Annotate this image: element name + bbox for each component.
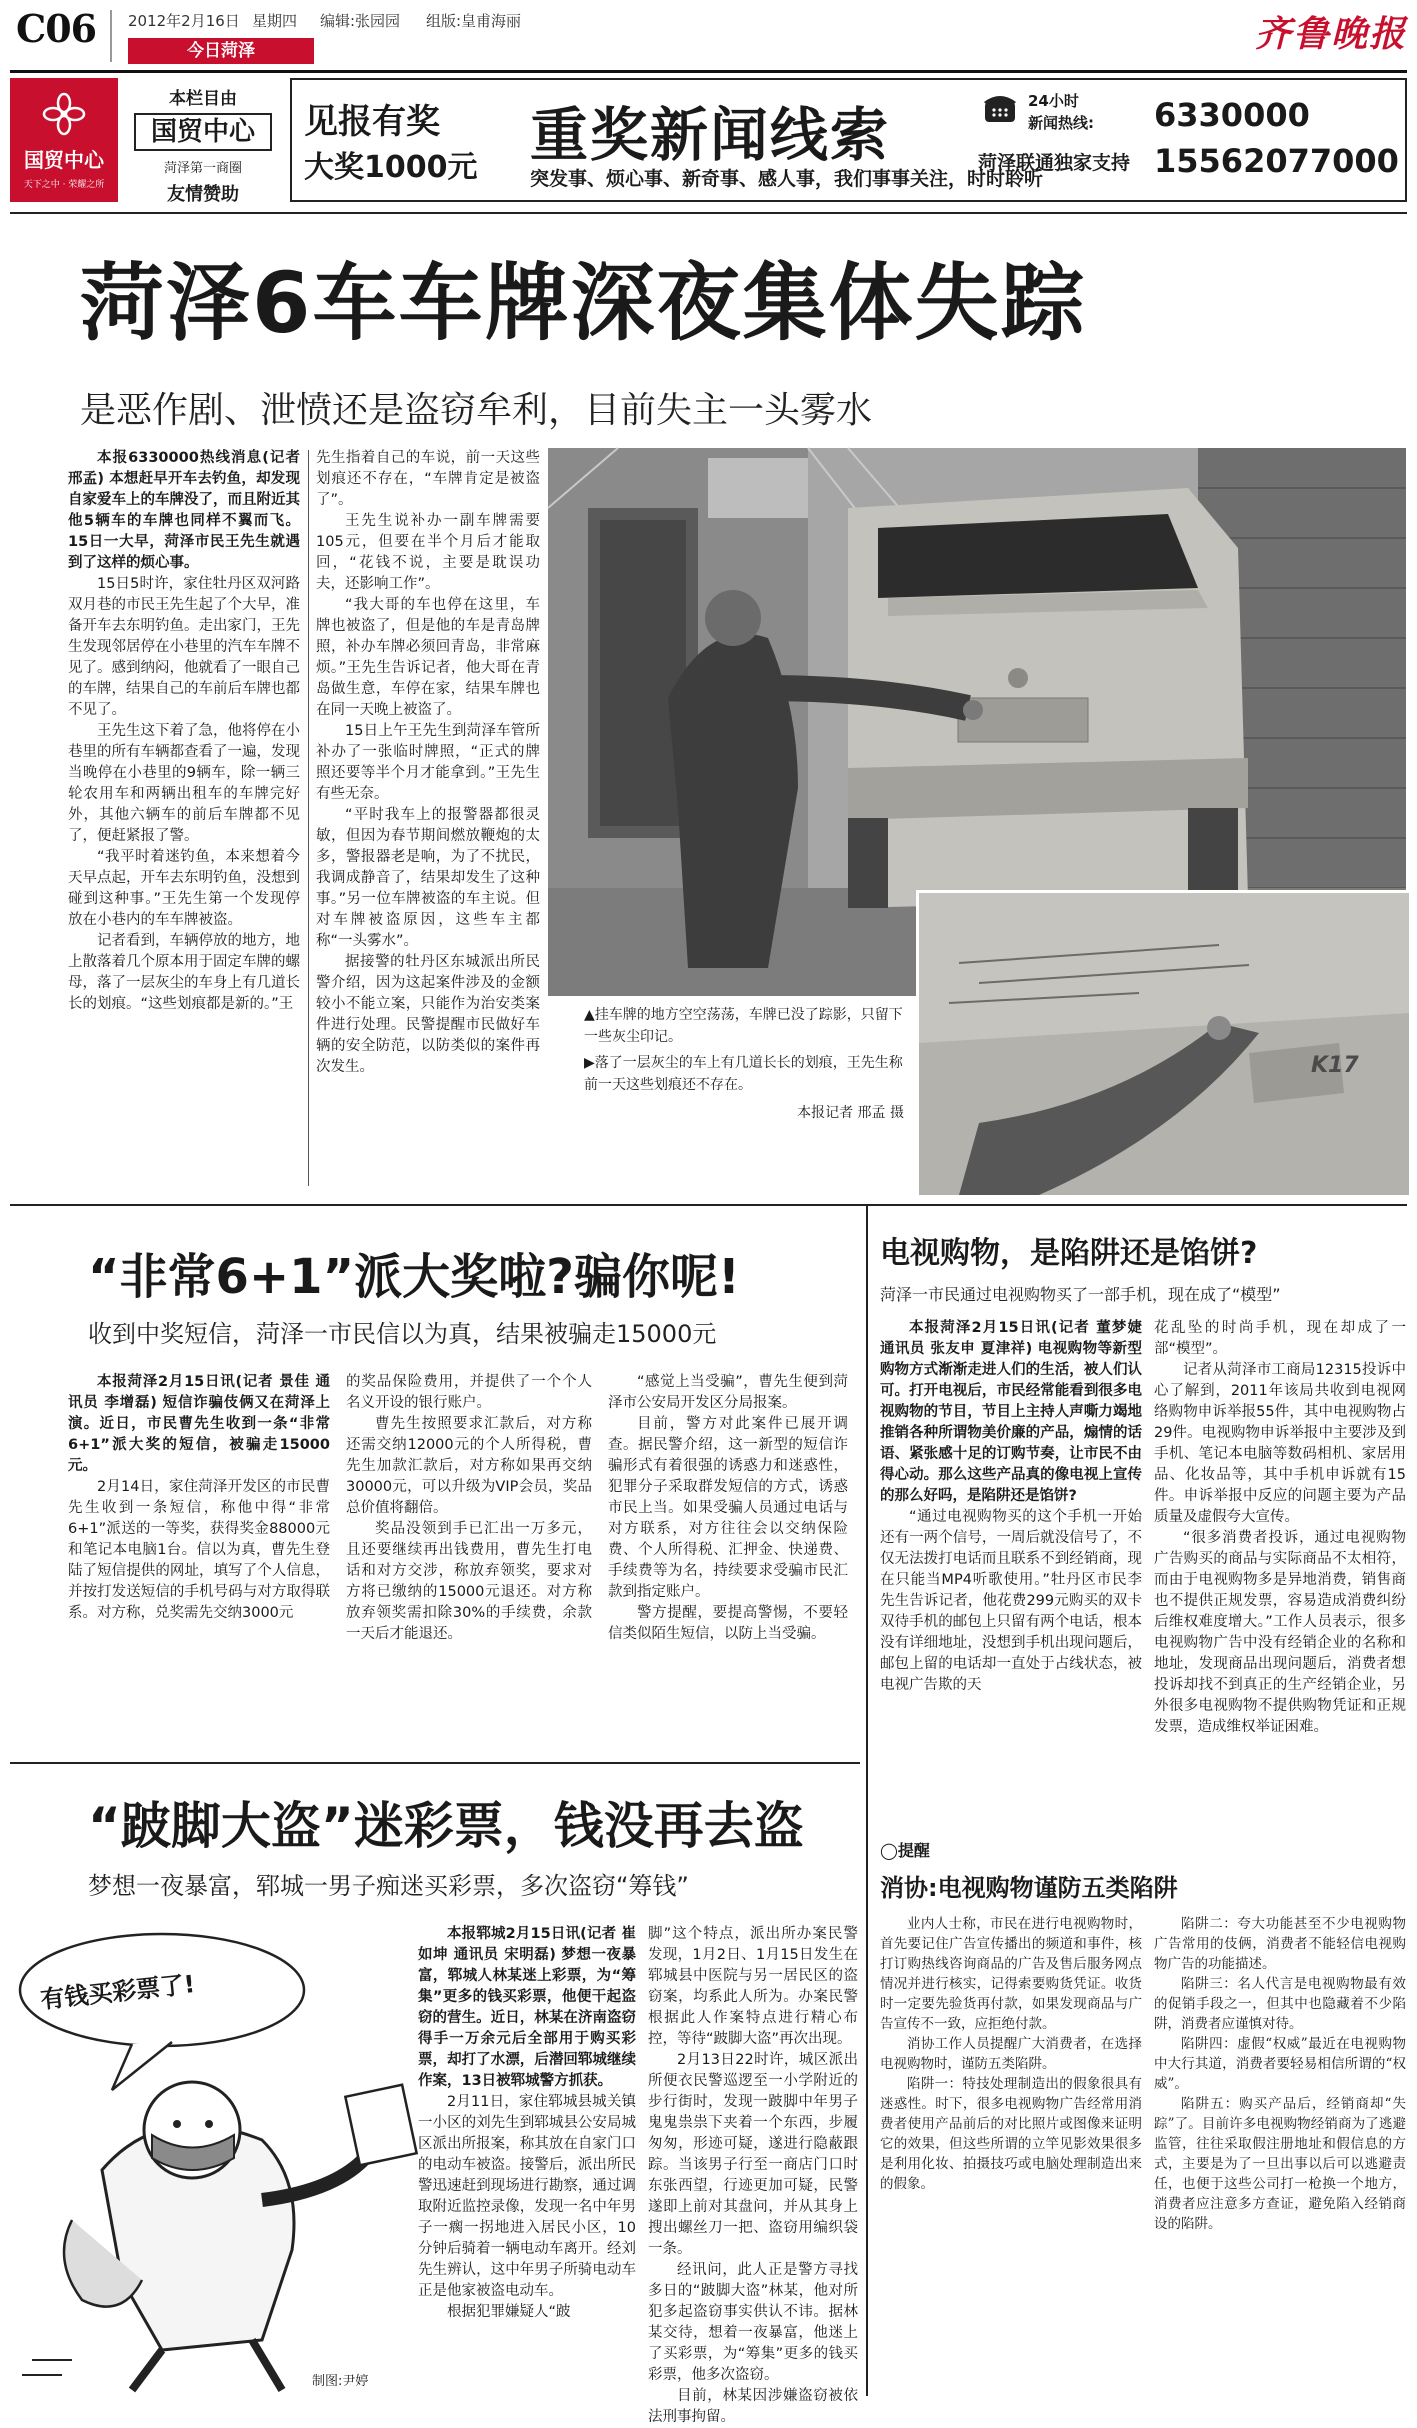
phone-icon — [982, 90, 1018, 124]
article3-para: 2月11日，家住郓城县城关镇一小区的刘先生到郓城县公安局城区派出所报案，称其放在自家门口的电动车被盗。接警后，派出所民警迅速赶到现场进行勘察，通过调取附近监控录像，发现一名中年男子一瘸一拐地进入居民小区，10分钟后骑着一辆电动车离开。经刘先生辨认，这中年男子所骑电动车正是他家被盗电动车。 — [418, 2094, 636, 2299]
sponsor-col-title: 本栏目由 — [169, 89, 237, 109]
sponsor-name: 国贸中心 — [134, 113, 272, 151]
article4-col2 — [1154, 1318, 1406, 1826]
article2-para: 曹先生按照要求汇款后，对方称还需交纳12000元的个人所得税，曹先生加款汇款后，对方称如果再交纳30000元，可以升级为VIP会员，奖品总价值将翻倍。 — [346, 1416, 592, 1516]
hotline-partner: 菏泽联通独家支持 — [978, 152, 1131, 174]
reward-b: 大奖1000元 — [304, 150, 478, 185]
article1-subhead: 是恶作剧、泄愤还是盗窃牟利，目前失主一头雾水 — [80, 390, 873, 431]
article1-para: 本报6330000热线消息(记者 邢孟) 本想赶早开车去钓鱼，却发现自家爱车上的车牌没了，而且附近其他5辆车的车牌也同样不翼而飞。15日一大早，菏泽市民王先生就遇到了这样的烦心事。 — [68, 450, 300, 571]
article1-col2 — [316, 448, 540, 1188]
article2-para: “感觉上当受骗”，曹先生便到菏泽市公安局开发区分局报案。 — [608, 1374, 848, 1411]
tip-para: 消协工作人员提醒广大消费者，在选择电视购物时，谨防五类陷阱。 — [880, 2036, 1142, 2072]
sponsor-box — [124, 78, 282, 205]
column-divider — [308, 450, 309, 1186]
article1-headline: 菏泽6车车牌深夜集体失踪 — [80, 254, 1087, 352]
tip-para: 陷阱五：购买产品后，经销商却“失踪”了。目前许多电视购物经销商为了逃避监管，往往采取假注册地址和假信息的方式，主要是为了一旦出事以后可以逃避责任，也便于这些公司打一枪换一个地方，消费者应注意多方查证，避免陷入经销商设的陷阱。 — [1154, 2096, 1406, 2232]
paper-name: 齐鲁晚报 — [1255, 13, 1408, 55]
banner-big-title: 重奖新闻线索 — [530, 101, 891, 169]
article2-para: 奖品没领到手已汇出一万多元，且还要继续再出钱费用，曹先生打电话和对方交涉，称放弃领奖，要求对方将已缴纳的15000元退还。对方称放弃领奖需扣除30%的手续费，余款一天后才能退还。 — [346, 1521, 592, 1642]
photo-captions — [584, 1004, 904, 1194]
article3-para: 脚”这个特点，派出所办案民警发现，1月2日、1月15日发生在郓城县中医院与另一居民区的盗窃案，均系此人所为。办案民警根据此人作案特点进行精心布控，等待“跛脚大盗”再次出现。 — [648, 1926, 858, 2047]
article3-headline: “跛脚大盗”迷彩票，钱没再去盗 — [88, 1797, 804, 1855]
page-number: C06 — [16, 6, 97, 51]
date: 2012年2月16日 — [128, 12, 240, 30]
article3-col1 — [418, 1924, 636, 2396]
article1-col1 — [68, 448, 300, 1188]
designer: 组版:皇甫海丽 — [426, 12, 522, 30]
article4-para: “通过电视购物买的这个手机一开始还有一两个信号，一周后就没信号了，不仅无法拨打电话而且联系不到经销商，现在只能当MP4听歌使用。”牡丹区市民李先生告诉记者，他花费299元购买的双卡双待手机的邮包上只留有两个电话，根本没有详细地址，没想到手机出现问题后，邮包上留的电话却一直处于占线状态，被电视广告欺的天 — [880, 1509, 1142, 1693]
article2-col1 — [68, 1372, 330, 1752]
scratch-photo — [916, 890, 1412, 1198]
article4-headline: 电视购物，是陷阱还是馅饼? — [880, 1236, 1258, 1271]
article3-para: 经讯问，此人正是警方寻找多日的“跛脚大盗”林某，他对所犯多起盗窃事实供认不讳。据林某交待，想着一夜暴富，他迷上了买彩票，为“筹集”更多的钱买彩票，他多次盗窃。 — [648, 2262, 858, 2383]
hotline-label: 新闻热线: — [1028, 114, 1094, 132]
banner-rule — [10, 212, 1407, 214]
article3-subhead: 梦想一夜暴富，郓城一男子痴迷买彩票，多次盗窃“筹钱” — [88, 1872, 689, 1900]
article1-para: 王先生这下着了急，他将停在小巷里的所有车辆都查看了一遍，发现当晚停在小巷里的9辆车，除一辆三轮农用车和两辆出租车的车牌完好外，其他六辆车的前后车牌都不见了，便赶紧报了警。 — [68, 723, 300, 844]
article2-headline: “非常6+1”派大奖啦?骗你呢! — [88, 1249, 740, 1305]
caption-2: ▶落了一层灰尘的车上有几道长长的划痕，王先生称前一天这些划痕还不存在。 — [584, 1055, 903, 1093]
article1-para: “我大哥的车也停在这里，车牌也被盗了，但是他的车是青岛牌照，补办车牌必须回青岛，非常麻烦。”王先生告诉记者，他大哥在青岛做生意，车停在家，结果车牌也在同一天晚上被盗了。 — [316, 597, 540, 718]
caption-1: ▲挂车牌的地方空空荡荡，车牌已没了踪影，只留下一些灰尘印记。 — [584, 1007, 903, 1045]
section-rule — [10, 1762, 860, 1764]
tip-col1 — [880, 1914, 1142, 2396]
article3-para: 根据犯罪嫌疑人“跛 — [447, 2304, 571, 2320]
banner-slogan: 突发事、烦心事、新奇事、感人事，我们事事关注，时时聆听 — [530, 168, 1044, 190]
article1-para: “我平时着迷钓鱼，本来想着今天早点起，开车去东明钓鱼，没想到碰到这种事。”王先生第一个发现停放在小巷内的车车牌被盗。 — [68, 849, 300, 928]
column-divider — [866, 1206, 868, 2396]
article4-subhead: 菏泽一市民通过电视购物买了一部手机，现在成了“模型” — [880, 1285, 1281, 1304]
cartoon — [12, 1920, 430, 2394]
tip-headline: 消协:电视购物谨防五类陷阱 — [880, 1874, 1178, 1902]
article1-para: 据接警的牡丹区东城派出所民警介绍，因为这起案件涉及的金额较小不能立案，只能作为治安类案件进行处理。民警提醒市民做好车辆的安全防范，以防类似的案件再次发生。 — [316, 954, 540, 1075]
tip-para: 陷阱二：夸大功能甚至不少电视购物广告常用的伎俩，消费者不能轻信电视购物广告的功能描述。 — [1154, 1916, 1406, 1972]
article2-col3 — [608, 1372, 848, 1752]
article2-para: 目前，警方对此案件已展开调查。据民警介绍，这一新型的短信诈骗形式有着很强的诱惑力和迷惑性，犯罪分子采取群发短信的方式，诱惑市民上当。如果受骗人员通过电话与对方联系，对方往往会以交纳保险费、个人所得税、汇押金、快递费、手续费等为名，持续要求受骗市民汇款到指定账户。 — [608, 1416, 848, 1600]
page-header — [0, 0, 1417, 72]
cartoon-credit: 制图:尹婷 — [312, 2374, 369, 2389]
section-rule — [10, 1204, 1407, 1206]
editor: 编辑:张园园 — [320, 12, 401, 30]
hotline-banner — [290, 78, 1407, 202]
tip-para: 陷阱一：特技处理制造出的假象很具有迷惑性。时下，很多电视购物广告经常用消费者使用产品前后的对比照片或图像来证明它的效果，但这些所谓的立竿见影效果很多是利用化妆、拍摄技巧或电脑处理制造出来的假象。 — [880, 2076, 1142, 2192]
article3-col2 — [648, 1924, 858, 2425]
article4-col1 — [880, 1318, 1142, 1826]
article4-para: 花乱坠的时尚手机，现在却成了一部“模型”。 — [1154, 1320, 1406, 1357]
section-tab — [128, 38, 314, 64]
photo-credit: 本报记者 邢孟 摄 — [797, 1105, 904, 1121]
article1-para: 记者看到，车辆停放的地方，地上散落着几个原本用于固定车牌的螺母，落了一层灰尘的车身上有几道长长的划痕。“这些划痕都是新的。”王 — [68, 933, 300, 1012]
article2-para: 的奖品保险费用，并提供了一个个人名义开设的银行账户。 — [346, 1374, 592, 1411]
header-rule — [10, 70, 1407, 73]
logo-sub: 天下之中 · 荣耀之所 — [23, 180, 105, 190]
flower-icon — [42, 92, 86, 136]
speech-bubble-text: 有钱买彩票了! — [39, 1969, 197, 2015]
section-name: 今日菏泽 — [187, 41, 255, 61]
article4-para: “很多消费者投诉，通过电视购物广告购买的商品与实际商品不太相符，而由于电视购物多是异地消费，销售商也不提供正规发票，容易造成消费纠纷后维权难度增大。”工作人员表示，很多电视购物广告中没有经销企业的名称和地址，发现商品出现问题后，消费者想投诉却找不到真正的生产经销企业，另外很多电视购物不提供购物凭证和正规发票，造成维权举证困难。 — [1154, 1530, 1406, 1735]
hotline-hours: 24小时 — [1028, 92, 1079, 110]
tip-para: 陷阱四：虚假“权威”最近在电视购物中大行其道，消费者要轻易相信所谓的“权威”。 — [1154, 2036, 1406, 2092]
article1-para: 先生指着自己的车说，前一天这些划痕还不存在，“车牌肯定是被盗了”。 — [316, 450, 540, 508]
article2-subhead: 收到中奖短信，菏泽一市民信以为真，结果被骗走15000元 — [88, 1320, 717, 1348]
sponsor-thanks: 友情赞助 — [167, 184, 239, 205]
sponsor-logo — [10, 78, 118, 202]
sponsor-sub: 菏泽第一商圈 — [163, 161, 242, 176]
reward-a: 见报有奖 — [304, 102, 440, 142]
article4-para: 本报菏泽2月15日讯(记者 董梦婕 通讯员 张友申 夏津祥) 电视购物等新型购物方式渐渐走进人们的生活，被人们认可。打开电视后，市民经常能看到很多电视购物的节目，节目上主持人声嘶力竭地推销各种所谓物美价廉的产品，煽情的话语、紧张感十足的订购节奏，让市民不由得心动。那么这些产品真的像电视上宣传的那么好吗，是陷阱还是馅饼? — [880, 1320, 1142, 1504]
article1-para: 15日上午王先生到菏泽车管所补办了一张临时牌照，“正式的牌照还要等半个月才能拿到。”王先生有些无奈。 — [316, 723, 540, 802]
article2-para: 本报菏泽2月15日讯(记者 景佳 通讯员 李增磊) 短信诈骗伎俩又在菏泽上演。近日，市民曹先生收到一条“非常6+1”派大奖的短信，被骗走15000元。 — [68, 1374, 330, 1474]
article1-para: “平时我车上的报警器都很灵敏，但因为春节期间燃放鞭炮的太多，警报器老是响，为了不扰民，我调成静音了，结果却发生了这种事。”另一位车牌被盗的车主说。但对车牌被盗原因，这些车主都称“一头雾水”。 — [316, 807, 540, 949]
article3-para: 2月13日22时许，城区派出所便衣民警巡逻至一小学附近的步行街时，发现一跛脚中年男子鬼鬼祟祟下夹着一个东西，步履匆匆，形迹可疑，遂进行隐蔽跟踪。当该男子行至一商店门口时东张西望，行迹更加可疑，民警遂即上前对其盘问，并从其身上搜出螺丝刀一把、盗窃用编织袋一条。 — [648, 2052, 858, 2257]
article2-para: 警方提醒，要提高警惕，不要轻信类似陌生短信，以防上当受骗。 — [608, 1605, 848, 1642]
tip-para: 业内人士称，市民在进行电视购物时，首先要记住广告宣传播出的频道和事件，核打订购热线咨询商品的广告及售后服务网点情况并进行核实，记得索要购货凭证。收货时一定要先验货再付款，如果发现商品与广告宣传不一致，应拒绝付款。 — [880, 1916, 1142, 2032]
logo-text: 国贸中心 — [24, 148, 104, 172]
plate-badge: K17 — [1311, 1053, 1359, 1078]
weekday: 星期四 — [252, 12, 298, 30]
page-divider — [110, 10, 112, 62]
tip-col2 — [1154, 1914, 1406, 2396]
article2-para: 2月14日，家住菏泽开发区的市民曹先生收到一条短信，称他中得“非常6+1”派送的一等奖，获得奖金88000元和笔记本电脑1台。信以为真，曹先生登陆了短信提供的网址，填写了个人信息，并按打发送短信的手机号码与对方取得联系。对方称，兑奖需先交纳3000元 — [68, 1479, 330, 1621]
article1-para: 王先生说补办一副车牌需要105元，但要在半个月后才能取回，“花钱不说，主要是耽误功夫，还影响工作”。 — [316, 513, 540, 592]
article3-para: 目前，林某因涉嫌盗窃被依法刑事拘留。 — [648, 2388, 858, 2425]
hotline-number-2: 15562077000 — [1154, 142, 1399, 180]
tip-para: 陷阱三：名人代言是电视购物最有效的促销手段之一，但其中也隐藏着不少陷阱，消费者应谨慎对待。 — [1154, 1976, 1406, 2032]
article4-para: 记者从菏泽市工商局12315投诉中心了解到，2011年该局共收到电视网络购物申诉举报55件，其中电视购物占29件。电视购物申诉举报中主要涉及到手机、笔记本电脑等数码相机、家居用品、化妆品等，其中手机申诉就有15件。申诉举报中反应的问题主要为产品质量及虚假夸大宣传。 — [1154, 1362, 1406, 1525]
hotline-number-1: 6330000 — [1154, 96, 1310, 134]
article2-col2 — [346, 1372, 592, 1752]
article3-para: 本报郓城2月15日讯(记者 崔如坤 通讯员 宋明磊) 梦想一夜暴富，郓城人林某迷上彩票，为“筹集”更多的钱买彩票，他便干起盗窃的营生。近日，林某在济南盗窃得手一万余元后全部用于购买彩票，却打了水漂，后潜回郓城继续作案，13日被郓城警方抓获。 — [418, 1926, 636, 2089]
tip-label: ◯提醒 — [880, 1841, 930, 1860]
article1-para: 15日5时许，家住牡丹区双河路双月巷的市民王先生起了个大早，准备开车去东明钓鱼。走出家门，王先生发现邻居停在小巷里的汽车车牌不见了。感到纳闷，他就看了一眼自己的车牌，结果自己的车前后车牌也都不见了。 — [68, 576, 300, 718]
